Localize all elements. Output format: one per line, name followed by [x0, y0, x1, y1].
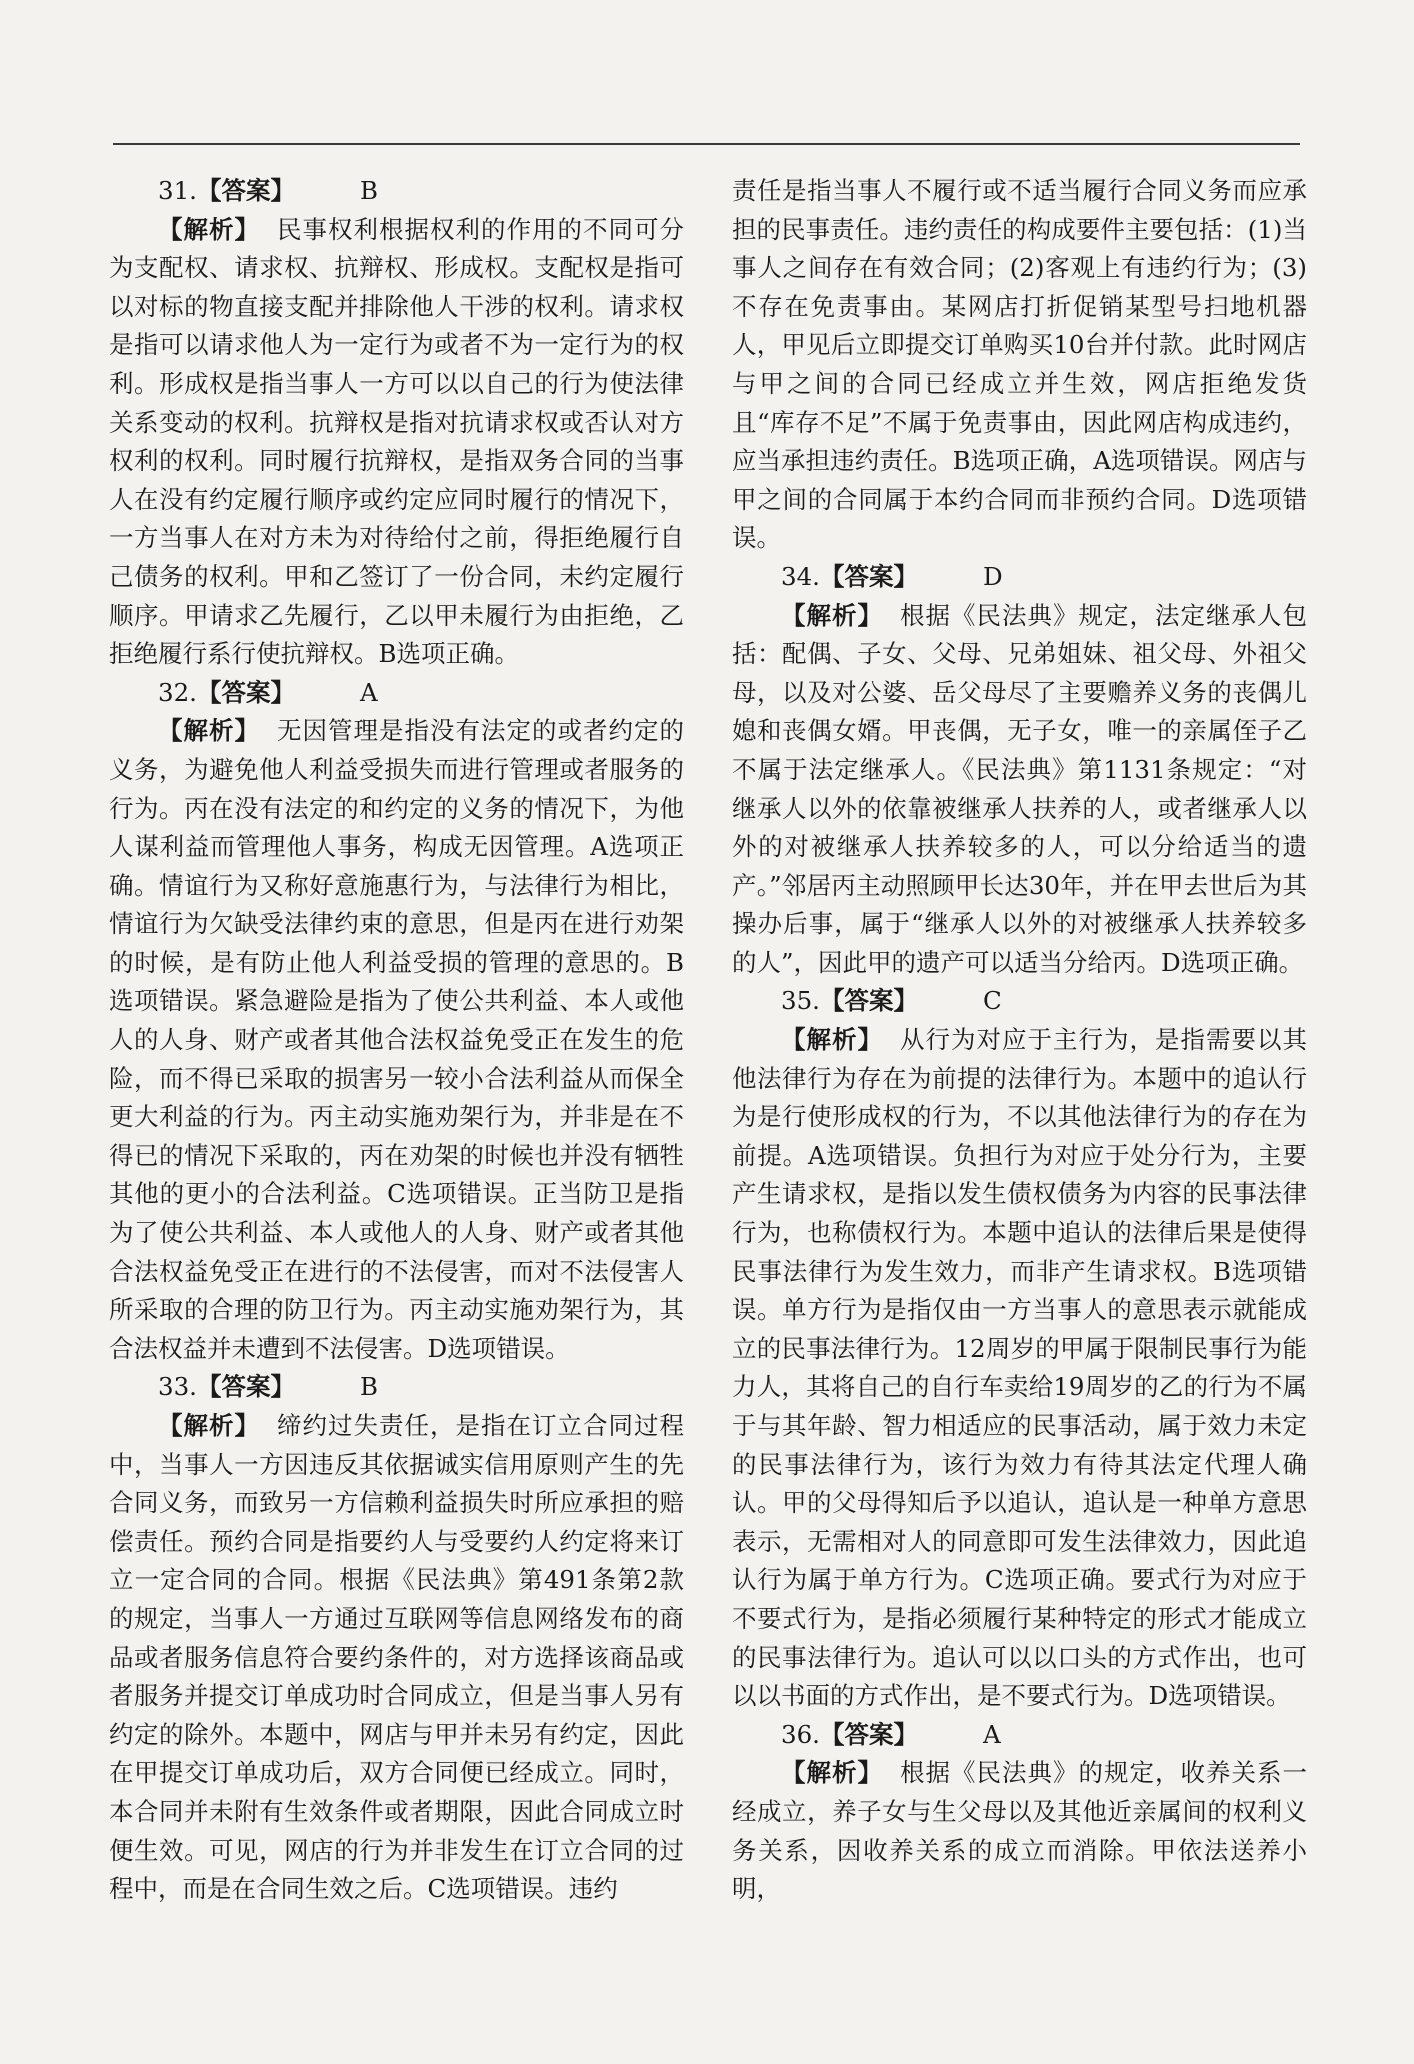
q35-analysis: 【解析】 从行为对应于主行为，是指需要以其他法律行为存在为前提的法律行为。本题中的追认行为是行使形成权的行为，不以其他法律行为的存在为前提。A选项错误。负担行为对应于处分行为，主要产生请求权，是指以发生债权债务为内容的民事法律行为，也称债权行为。本题中追认的法律后果是使得民事法律行为发生效力，而非产生请求权。B选项错误。单方行为是指仅由一方当事人的意思表示就能成立的民事法律行为。12周岁的甲属于限制民事行为能力人，其将自己的自行车卖给19周岁的乙的行为不属于与其年龄、智力相适应的民事活动，属于效力未定的民事法律行为，该行为效力有待其法定代理人确认。甲的父母得知后予以追认，追认是一种单方意思表示，无需相对人的同意即可发生法律效力，因此追认行为属于单方行为。C选项正确。要式行为对应于不要式行为，是指必须履行某种特定的形式才能成立的民事法律行为。追认可以以口头的方式作出，也可以以书面的方式作出，是不要式行为。D选项错误。 — [732, 1025, 1307, 1711]
q36-answer-line: 36.【答案】 A — [732, 1716, 1307, 1755]
q33-answer-line: 33.【答案】 B — [109, 1368, 684, 1407]
q32-answer-line: 32.【答案】 A — [109, 674, 684, 713]
answer-letter: A — [359, 677, 378, 707]
header-rule — [113, 143, 1300, 145]
analysis-tag: 【解析】 — [781, 600, 883, 630]
left-column — [109, 172, 684, 1909]
answer-tag: 【答案】 — [819, 986, 918, 1016]
answer-letter: C — [982, 986, 1002, 1016]
q36-analysis: 【解析】 根据《民法典》的规定，收养关系一经成立，养子女与生父母以及其他近亲属间的权利义务关系，因收养关系的成立而消除。甲依法送养小明， — [732, 1758, 1307, 1904]
answer-letter: A — [982, 1719, 1001, 1749]
analysis-tag: 【解析】 — [158, 214, 260, 244]
q34-analysis: 【解析】 根据《民法典》规定，法定继承人包括：配偶、子女、父母、兄弟姐妹、祖父母、外祖父母，以及对公婆、岳父母尽了主要赡养义务的丧偶儿媳和丧偶女婿。甲丧偶，无子女，唯一的亲属侄子乙不属于法定继承人。《民法典》第1131条规定：“对继承人以外的依靠被继承人扶养的人，或者继承人以外的对被继承人扶养较多的人，可以分给适当的遗产。”邻居丙主动照顾甲长达30年，并在甲去世后为其操办后事，属于“继承人以外的对被继承人扶养较多的人”，因此甲的遗产可以适当分给丙。D选项正确。 — [732, 600, 1307, 977]
answer-letter: D — [982, 561, 1003, 591]
analysis-tag: 【解析】 — [158, 716, 260, 746]
q33-analysis-part2: 责任是指当事人不履行或不适当履行合同义务而应承担的民事责任。违约责任的构成要件主要包括：(1)当事人之间存在有效合同；(2)客观上有违约行为；(3)不存在免责事由。某网店打折促销某型号扫地机器人，甲见后立即提交订单购买10台并付款。此时网店与甲之间的合同已经成立并生效，网店拒绝发货且“库存不足”不属于免责事由，因此网店构成违约，应当承担违约责任。B选项正确，A选项错误。网店与甲之间的合同属于本约合同而非预约合同。D选项错误。 — [732, 176, 1307, 553]
right-column — [732, 172, 1307, 1909]
q35-answer-line: 35.【答案】 C — [732, 982, 1307, 1021]
q31-analysis: 【解析】 民事权利根据权利的作用的不同可分为支配权、请求权、抗辩权、形成权。支配权是指可以对标的物直接支配并排除他人干涉的权利。请求权是指可以请求他人为一定行为或者不为一定行为的权利。形成权是指当事人一方可以以自己的行为使法律关系变动的权利。抗辩权是指对抗请求权或否认对方权利的权利。同时履行抗辩权，是指双务合同的当事人在没有约定履行顺序或约定应同时履行的情况下，一方当事人在对方未为对待给付之前，得拒绝履行自己债务的权利。甲和乙签订了一份合同，未约定履行顺序。甲请求乙先履行，乙以甲未履行为由拒绝，乙拒绝履行系行使抗辩权。B选项正确。 — [109, 214, 684, 669]
answer-letter: B — [359, 1372, 378, 1402]
answer-tag: 【答案】 — [196, 1372, 295, 1402]
q31-answer-line: 31.【答案】 B — [109, 172, 684, 211]
answer-tag: 【答案】 — [196, 677, 295, 707]
q33-analysis-part1: 【解析】 缔约过失责任，是指在订立合同过程中，当事人一方因违反其依据诚实信用原则产生的先合同义务，而致另一方信赖利益损失时所应承担的赔偿责任。预约合同是指要约人与受要约人约定将来订立一定合同的合同。根据《民法典》第491条第2款的规定，当事人一方通过互联网等信息网络发布的商品或者服务信息符合要约条件的，对方选择该商品或者服务并提交订单成功时合同成立，但是当事人另有约定的除外。本题中，网店与甲并未另有约定，因此在甲提交订单成功后，双方合同便已经成立。同时，本合同并未附有生效条件或者期限，因此合同成立时便生效。可见，网店的行为并非发生在订立合同的过程中，而是在合同生效之后。C选项错误。违约 — [109, 1411, 684, 1904]
analysis-tag: 【解析】 — [781, 1025, 883, 1055]
analysis-tag: 【解析】 — [158, 1411, 260, 1440]
q34-answer-line: 34.【答案】 D — [732, 558, 1307, 597]
answer-tag: 【答案】 — [819, 1719, 918, 1749]
answer-letter: B — [359, 176, 378, 205]
answer-tag: 【答案】 — [819, 561, 918, 591]
answer-tag: 【答案】 — [196, 176, 295, 205]
analysis-tag: 【解析】 — [781, 1758, 883, 1788]
q32-analysis: 【解析】 无因管理是指没有法定的或者约定的义务，为避免他人利益受损失而进行管理或者服务的行为。丙在没有法定的和约定的义务的情况下，为他人谋利益而管理他人事务，构成无因管理。A选项正确。情谊行为又称好意施惠行为，与法律行为相比，情谊行为欠缺受法律约束的意思，但是丙在进行劝架的时候，是有防止他人利益受损的管理的意思的。B选项错误。紧急避险是指为了使公共利益、本人或他人的人身、财产或者其他合法权益免受正在发生的危险，而不得已采取的损害另一较小合法利益从而保全更大利益的行为。丙主动实施劝架行为，并非是在不得已的情况下采取的，丙在劝架的时候也并没有牺牲其他的更小的合法利益。C选项错误。正当防卫是指为了使公共利益、本人或他人的人身、财产或者其他合法权益免受正在进行的不法侵害，而对不法侵害人所采取的合理的防卫行为。丙主动实施劝架行为，其合法权益并未遭到不法侵害。D选项错误。 — [109, 716, 684, 1363]
